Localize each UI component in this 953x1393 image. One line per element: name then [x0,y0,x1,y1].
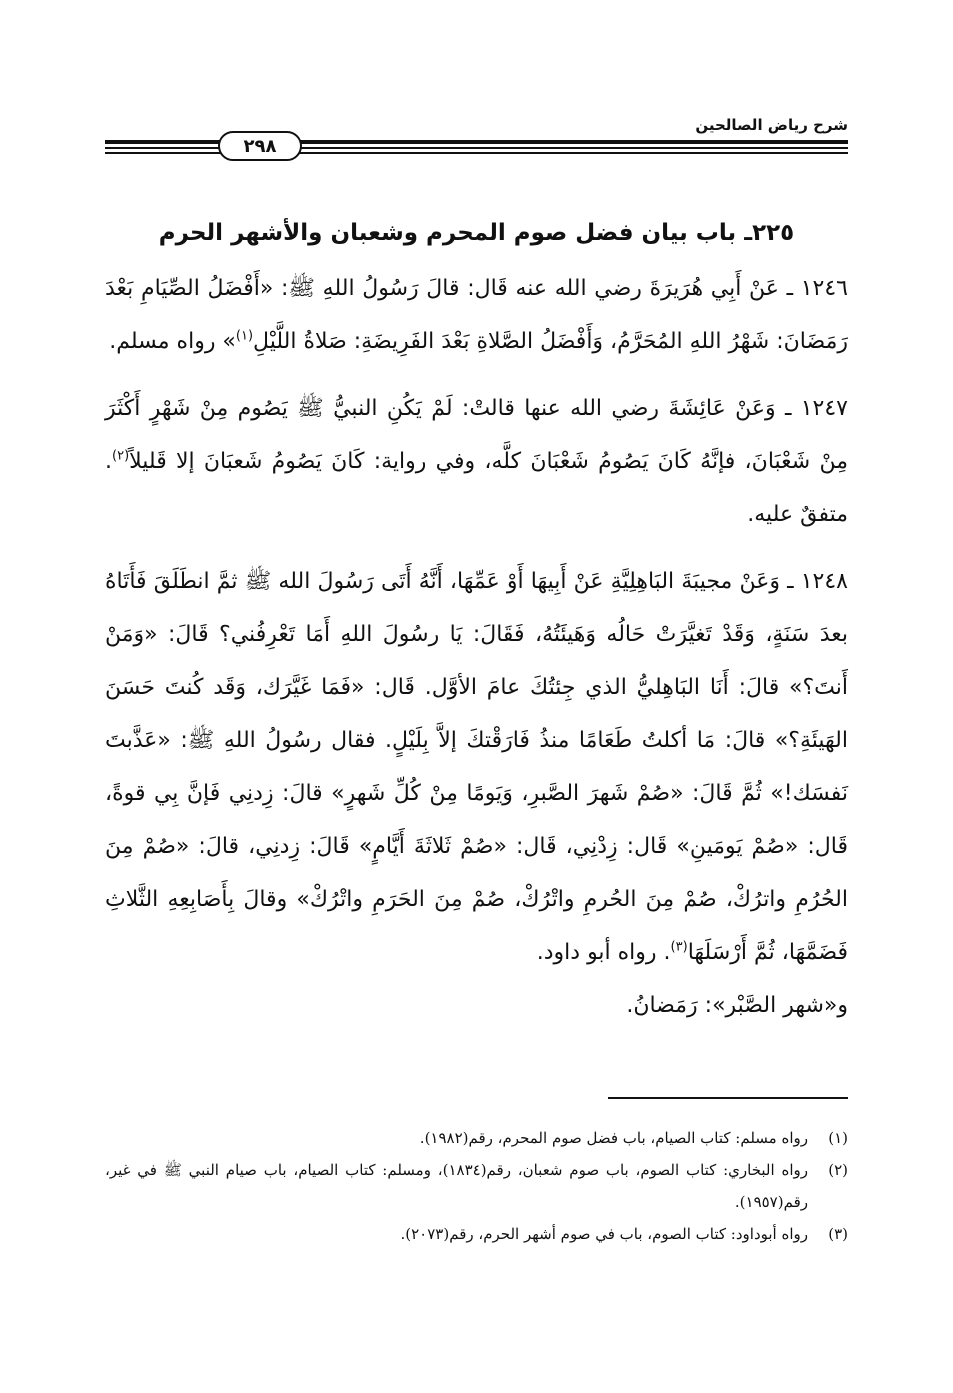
hadith-1248 [105,555,848,1032]
footnote-number: (٢) [828,1161,848,1179]
hadith-text: ١٢٤٨ ـ وَعَنْ مجيبَةَ البَاهِلِيَّةِ عَنْ أَبِيهَا أَوْ عَمِّهَا، أَنَّهُ أَتَى رَسُولَ الله ﷺ ثمَّ انطَلَقَ فَأَتَاهُ بعدَ سَنَةٍ، وَقَدْ تَغيَّرَتْ حَالُه وَهَيئَتُهُ، فَقَالَ: يَا رسُولَ اللهِ أَمَا تَعْرِفُني؟ قَالَ: «وَمَنْ أَنتَ؟» قالَ: أَنَا البَاهِليُّ الذي جِئتُكَ عامَ الأوَّل. قَال: «فَمَا غَيَّرَك، وَقَد كُنتَ حَسَنَ الهَيئَةِ؟» قالَ: مَا أكلتُ طَعَامًا منذُ فَارَقْتكَ إلاَّ بِلَيْلٍ. فقال رسُولُ اللهِ ﷺ: «عَذَّبتَ نَفسَك!» ثُمَّ قَالَ: «صُمْ شَهرَ الصَّبرِ، وَيَومًا مِنْ كُلِّ شَهرٍ» قالَ: زِدنِي فَإنَّ بِي قوةً، قَال: «صُمْ يَومَينِ» قَال: زِدْنِي، قَال: «صُمْ ثَلاثَةَ أَيَّامٍ» قَالَ: زِدنِي، قالَ: «صُمْ مِنَ الحُرُمِ واترُكْ، صُمْ مِنَ الحُرمِ واتْرُكْ، صُمْ مِنَ الحَرَمِ واتْرُكْ» وقالَ بِأَصَابِعِهِ الثَّلاثِ فَضَمَّهَا، ثُمَّ أَرْسَلَهَا [105,569,848,965]
hadith-text: ١٢٤٦ ـ عَنْ أَبِي هُرَيرَةَ رضي الله عنه قَال: قالَ رَسُولُ اللهِ ﷺ: «أَفْضَلُ الصِّيَامِ بَعْدَ رَمَضَانَ: شَهْرُ اللهِ المُحَرَّمُ، وَأَفْضَلُ الصَّلاةِ بَعْدَ الفَرِيضَةِ: صَلاةُ اللَّيْلِ [105,276,848,354]
header-rule-thin [105,147,848,149]
hadith-source: » رواه مسلم. [109,329,236,354]
hadith-1247 [105,382,848,541]
hadith-text: ١٢٤٧ ـ وَعَنْ عَائِشَةَ رضي الله عنها قالتْ: لَمْ يَكُنِ النبيُّ ﷺ يَصُوم مِنْ شَهْرٍ أَكْثَرَ مِنْ شَعْبَانَ، فإنَّهُ كَانَ يَصُومُ شَعْبَانَ كلَّه، وفي رواية: كَانَ يَصُومُ شَعبَانَ إلا قَليلاً [105,396,848,474]
page-number-badge [218,131,302,161]
footnote-2 [105,1154,848,1218]
footnotes [105,1122,848,1250]
glossary-note: و«شهر الصَّبْر»: رَمَضانُ. [626,993,848,1018]
footnote-3 [105,1218,848,1250]
header-rule-thick [105,140,848,144]
page-number: ٢٩٨ [243,135,277,157]
hadith-source: . رواه أبو داود. [536,940,671,965]
main-text [105,262,848,1046]
chapter-heading: ٢٢٥ـ باب بيان فضل صوم المحرم وشعبان والأشهر الحرم [158,220,795,246]
footnote-text: رواه أبوداود: كتاب الصوم، باب في صوم أشهر الحرم، رقم(٢٠٧٣). [400,1225,808,1243]
footnote-1 [105,1122,848,1154]
hadith-source: . متفقٌ عليه. [105,449,848,527]
footnote-number: (٣) [828,1225,848,1243]
footnote-ref: (٢) [112,448,130,464]
footnote-text: رواه مسلم: كتاب الصيام، باب فضل صوم المحرم، رقم(١٩٨٢). [419,1129,808,1147]
header-rule-thin-lower [105,152,848,154]
hadith-1246 [105,262,848,368]
footnote-separator [608,1097,848,1099]
running-title: شرح رياض الصالحين [695,116,848,134]
footnote-number: (١) [828,1129,848,1147]
footnote-ref: (١) [235,328,254,344]
footnote-ref: (٣) [670,939,688,955]
footnote-text: رواه البخاري: كتاب الصوم، باب صوم شعبان، رقم(١٨٣٤)، ومسلم: كتاب الصيام، باب صيام النبي ﷺ في غير، رقم(١٩٥٧). [105,1161,808,1211]
